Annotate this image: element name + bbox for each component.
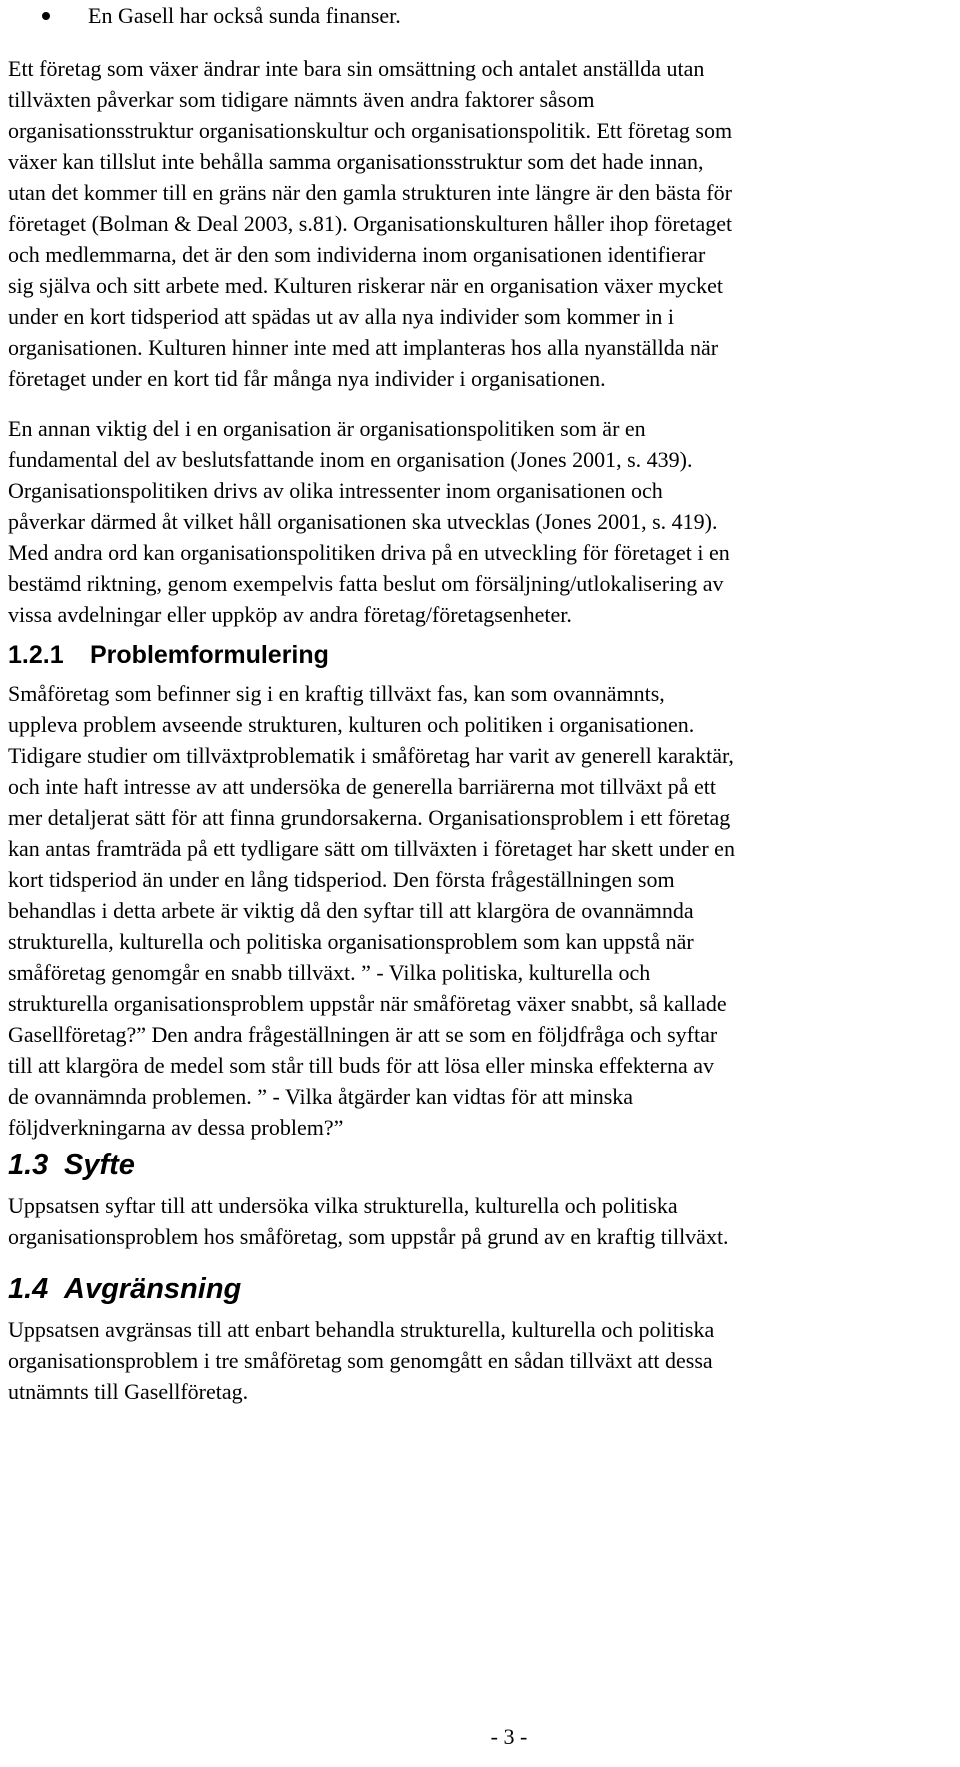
text-line: Uppsatsen avgränsas till att enbart behandla strukturella, kulturella och politiska xyxy=(8,1317,715,1342)
heading-number: 1.3 xyxy=(8,1149,49,1181)
text-line: Uppsatsen syftar till att undersöka vilka strukturella, kulturella och politiska xyxy=(8,1193,678,1218)
text-line: utnämnts till Gasellföretag. xyxy=(8,1379,249,1404)
text-line: till att klargöra de medel som står till buds för att lösa eller minska effekterna av xyxy=(8,1053,715,1078)
heading-problemformulering xyxy=(8,638,329,672)
text-line: och medlemmarna, det är den som individerna inom organisationen identifierar xyxy=(8,242,706,267)
text-line: småföretag genomgår en snabb tillväxt. ” - Vilka politiska, kulturella och xyxy=(8,960,651,985)
text-line: och inte haft intresse av att undersöka de generella barriärerna mot tillväxt på ett xyxy=(8,774,716,799)
paragraph-avgransning xyxy=(8,1314,714,1407)
heading-number: 1.4 xyxy=(8,1273,49,1305)
text-line: uppleva problem avseende strukturen, kulturen och politiken i organisationen. xyxy=(8,712,695,737)
text-line: utan det kommer till en gräns när den gamla strukturen inte längre är den bästa för xyxy=(8,180,732,205)
heading-title: Problemformulering xyxy=(90,641,329,669)
text-line: organisationen. Kulturen hinner inte med att implanteras hos alla nyanställda när xyxy=(8,335,719,360)
text-line: Gasellföretag?” Den andra frågeställningen är att se som en följdfråga och syftar xyxy=(8,1022,718,1047)
text-line: En annan viktig del i en organisation är organisationspolitiken som är en xyxy=(8,416,646,441)
text-line: Småföretag som befinner sig i en kraftig tillväxt fas, kan som ovannämnts, xyxy=(8,681,665,706)
text-line: organisationsproblem hos småföretag, som uppstår på grund av en kraftig tillväxt. xyxy=(8,1224,729,1249)
heading-avgransning xyxy=(8,1270,241,1308)
paragraph-organisation-politics xyxy=(8,413,730,630)
text-line: påverkar därmed åt vilket håll organisationen ska utvecklas (Jones 2001, s. 419). xyxy=(8,509,718,534)
bullet-item-text: En Gasell har också sunda finanser. xyxy=(88,3,401,28)
heading-title: Syfte xyxy=(64,1149,135,1181)
heading-number: 1.2.1 xyxy=(8,641,64,669)
text-line: växer kan tillslut inte behålla samma organisationsstruktur som det hade innan, xyxy=(8,149,704,174)
text-line: strukturella, kulturella och politiska organisationsproblem som kan uppstå när xyxy=(8,929,694,954)
text-line: Med andra ord kan organisationspolitiken driva på en utveckling för företaget i en xyxy=(8,540,730,565)
paragraph-syfte xyxy=(8,1190,729,1252)
text-line: tillväxten påverkar som tidigare nämnts även andra faktorer såsom xyxy=(8,87,595,112)
text-line: under en kort tidsperiod att spädas ut av alla nya individer som kommer in i xyxy=(8,304,674,329)
heading-syfte xyxy=(8,1146,135,1184)
text-line: organisationsstruktur organisationskultur och organisationspolitik. Ett företag som xyxy=(8,118,733,143)
text-line: fundamental del av beslutsfattande inom en organisation (Jones 2001, s. 439). xyxy=(8,447,693,472)
text-line: bestämd riktning, genom exempelvis fatta beslut om försäljning/utlokalisering av xyxy=(8,571,724,596)
text-line: de ovannämnda problemen. ” - Vilka åtgärder kan vidtas för att minska xyxy=(8,1084,634,1109)
text-line: sig själva och sitt arbete med. Kulturen riskerar när en organisation växer mycket xyxy=(8,273,723,298)
text-line: företaget (Bolman & Deal 2003, s.81). Organisationskulturen håller ihop företaget xyxy=(8,211,733,236)
text-line: Organisationspolitiken drivs av olika intressenter inom organisationen och xyxy=(8,478,663,503)
bullet-dot-icon xyxy=(42,12,50,20)
heading-title: Avgränsning xyxy=(64,1273,242,1305)
bullet-item xyxy=(8,0,948,31)
text-line: kan antas framträda på ett tydligare sätt om tillväxten i företaget har skett under en xyxy=(8,836,735,861)
text-line: behandlas i detta arbete är viktig då den syftar till att klargöra de ovannämnda xyxy=(8,898,694,923)
text-line: företaget under en kort tid får många nya individer i organisationen. xyxy=(8,366,606,391)
bullet-list xyxy=(8,0,948,31)
text-line: mer detaljerat sätt för att finna grundorsakerna. Organisationsproblem i ett företag xyxy=(8,805,731,830)
text-line: vissa avdelningar eller uppköp av andra företag/företagsenheter. xyxy=(8,602,572,627)
text-line: Tidigare studier om tillväxtproblematik i småföretag har varit av generell karaktär, xyxy=(8,743,734,768)
paragraph-organisation-growth xyxy=(8,53,732,394)
text-line: strukturella organisationsproblem uppstår när småföretag växer snabbt, så kallade xyxy=(8,991,727,1016)
text-line: följdverkningarna av dessa problem?” xyxy=(8,1115,344,1140)
text-line: kort tidsperiod än under en lång tidsperiod. Den första frågeställningen som xyxy=(8,867,675,892)
text-line: organisationsproblem i tre småföretag som genomgått en sådan tillväxt att dessa xyxy=(8,1348,713,1373)
paragraph-problemformulering xyxy=(8,678,735,1143)
text-line: Ett företag som växer ändrar inte bara sin omsättning och antalet anställda utan xyxy=(8,56,705,81)
page-number: - 3 - xyxy=(490,1724,528,1749)
